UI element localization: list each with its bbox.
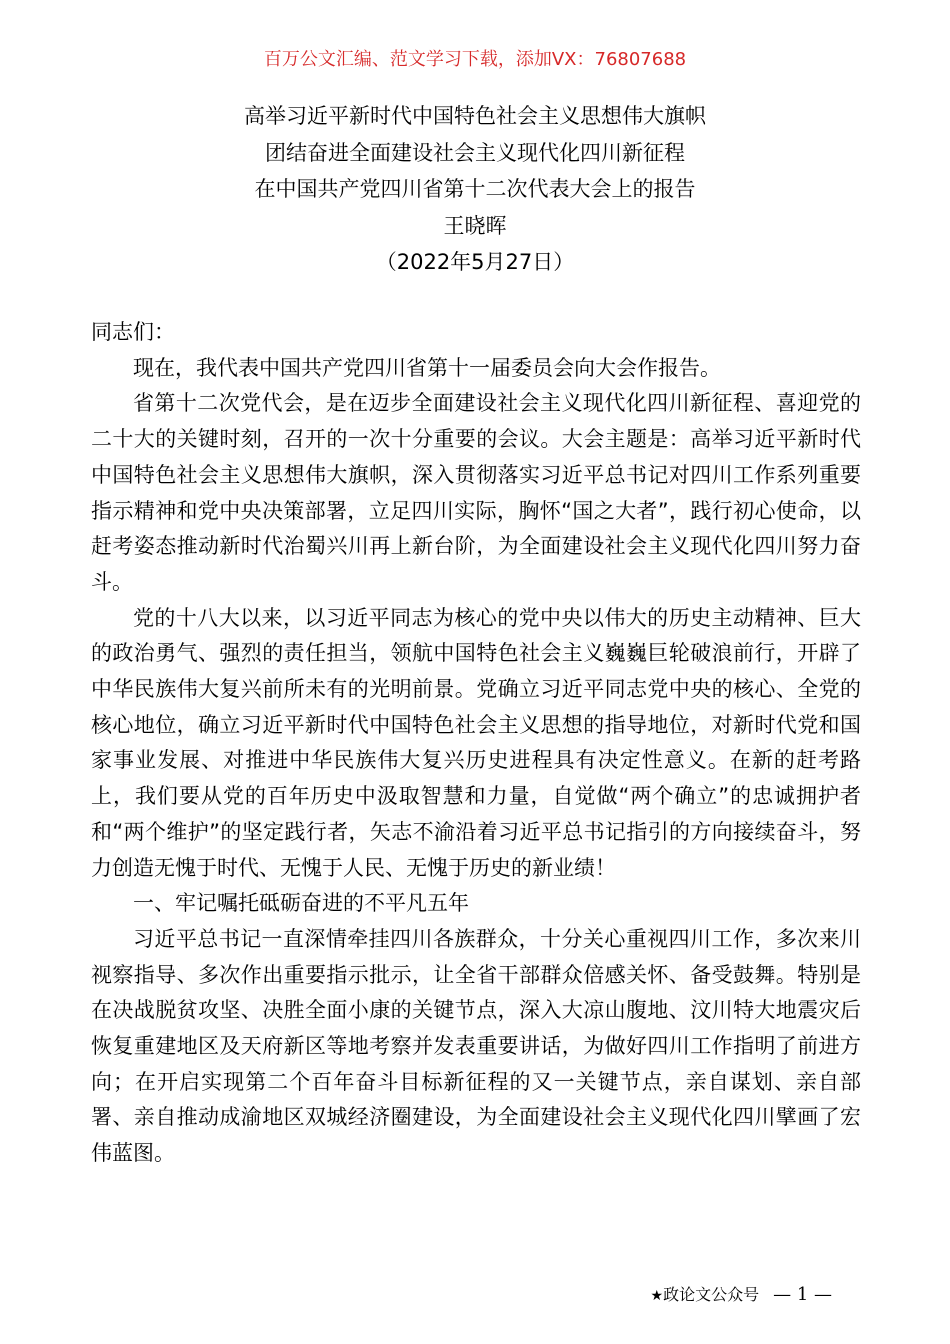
salutation: 同志们： [91, 320, 175, 344]
header-banner: 百万公文汇编、范文学习下载，添加VX：76807688 [263, 49, 687, 70]
title-line-3: 在中国共产党四川省第十二次代表大会上的报告 [254, 177, 696, 201]
paragraph: 党的十八大以来，以习近平同志为核心的党中央以伟大的历史主动精神、巨大的政治勇气、强烈的责任担当，领航中国特色社会主义巍巍巨轮破浪前行，开辟了中华民族伟大复兴前所未有的光明前景。党确立习近平同志党中央的核心、全党的核心地位，确立习近平新时代中国特色社会主义思想的指导地位，对新时代党和国家事业发展、对推进中华民族伟大复兴历史进程具有决定性意义。在新的赶考路上，我们要从党的百年历史中汲取智慧和力量，自觉做“两个确立”的忠诚拥护者和“两个维护”的坚定践行者，矢志不渝沿着习近平总书记指引的方向接续奋斗，努力创造无愧于时代、无愧于人民、无愧于历史的新业绩！ [91, 605, 861, 880]
title-line-1: 高举习近平新时代中国特色社会主义思想伟大旗帜 [244, 104, 706, 128]
footer-source: 政论文公众号 [663, 1285, 760, 1304]
title-block [0, 98, 950, 281]
star-icon: ★ [650, 1288, 664, 1304]
paragraph: 习近平总书记一直深情牵挂四川各族群众，十分关心重视四川工作，多次来川视察指导、多次作出重要指示批示，让全省干部群众倍感关怀、备受鼓舞。特别是在决战脱贫攻坚、决胜全面小康的关键节点，深入大凉山腹地、汶川特大地震灾后恢复重建地区及天府新区等地考察并发表重要讲话，为做好四川工作指明了前进方向；在开启实现第二个百年奋斗目标新征程的又一关键节点，亲自谋划、亲自部署、亲自推动成渝地区双城经济圈建设，为全面建设社会主义现代化四川擘画了宏伟蓝图。 [91, 926, 861, 1166]
footer [651, 1283, 832, 1308]
body-text [91, 315, 861, 1172]
title-line-2: 团结奋进全面建设社会主义现代化四川新征程 [265, 140, 685, 165]
paragraph: 省第十二次党代会，是在迈步全面建设社会主义现代化四川新征程、喜迎党的二十大的关键时刻，召开的一次十分重要的会议。大会主题是：高举习近平新时代中国特色社会主义思想伟大旗帜，深入贯彻落实习近平总书记对四川工作系列重要指示精神和党中央决策部署，立足四川实际，胸怀“国之大者”，践行初心使命，以赶考姿态推动新时代治蜀兴川再上新台阶，为全面建设社会主义现代化四川努力奋斗。 [91, 391, 861, 594]
author: 王晓晖 [443, 213, 507, 238]
page-number: — 1 — [773, 1284, 832, 1305]
section-heading: 一、牢记嘱托砥砺奋进的不平凡五年 [133, 891, 469, 916]
paragraph: 现在，我代表中国共产党四川省第十一届委员会向大会作报告。 [133, 355, 721, 380]
date: （2022年5月27日） [375, 250, 575, 274]
